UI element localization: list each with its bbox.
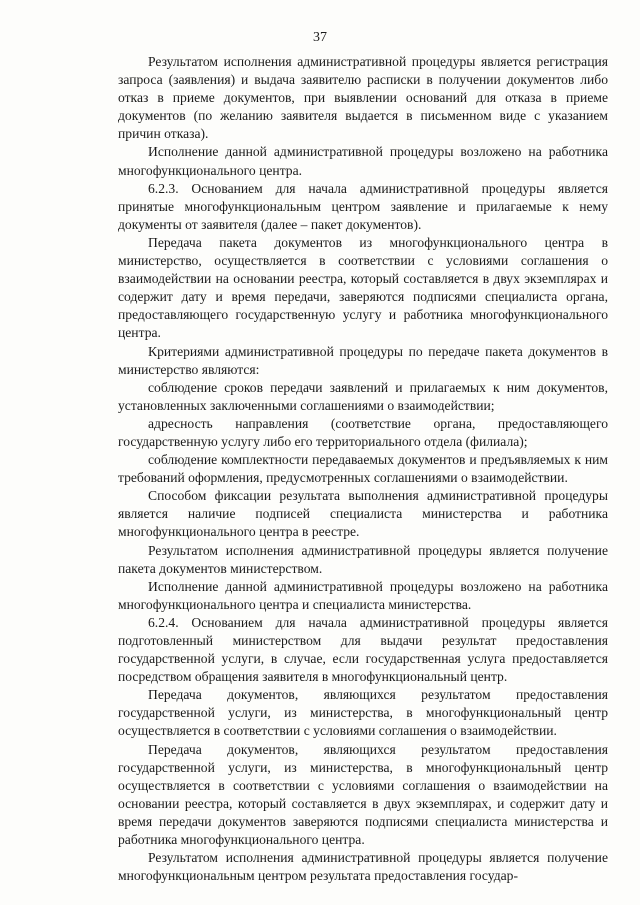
paragraph: Результатом исполнения административной процедуры является получение пакета документов министерством. [118,542,608,576]
paragraph: Передача документов, являющихся результатом предоставления государственной услуги, из министерства, в многофункциональный центр осуществляется в соответствии с условиями соглашения о взаимодействии на основании реестра, который составляется в двух экземплярах, и содержит дату и время передачи документов заверяются подписями специалиста министерства и работника многофункционального центра. [118,741,608,848]
paragraph: Результатом исполнения административной процедуры является получение многофункциональным центром результата предоставления государ- [118,850,608,884]
document-body [118,53,608,885]
paragraph: Способом фиксации результата выполнения административной процедуры является наличие подписей специалиста министерства и работника многофункционального центра в реестре. [118,488,608,540]
paragraph: адресность направления (соответствие органа, предоставляющего государственную услугу либо его территориального отдела (филиала); [118,415,608,449]
paragraph: соблюдение сроков передачи заявлений и прилагаемых к ним документов, установленных заключенными соглашениями о взаимодействии; [118,379,608,413]
paragraph: соблюдение комплектности передаваемых документов и предъявляемых к ним требований оформления, предусмотренных соглашениями о взаимодействии. [118,452,608,486]
paragraph: 6.2.4. Основанием для начала административной процедуры является подготовленный министерством для выдачи результат предоставления государственной услуги, в случае, если государственная услуга предоставляется посредством обращения заявителя в многофункциональный центр. [118,614,608,685]
paragraph: Исполнение данной административной процедуры возложено на работника многофункционального центра и специалиста министерства. [118,578,608,612]
paragraph: Результатом исполнения административной процедуры является регистрация запроса (заявления) и выдача заявителю расписки в получении документов либо отказ в приеме документов, при выявлении оснований для отказа в приеме документов (по желанию заявителя выдается в письменном виде с указанием причин отказа). [118,54,608,142]
paragraph: Передача пакета документов из многофункционального центра в министерство, осуществляется в соответствии с условиями соглашения о взаимодействии на основании реестра, который составляется в двух экземплярах и содержит дату и время передачи, заверяются подписями специалиста органа, предоставляющего государственную услугу и работника многофункционального центра. [118,234,608,341]
paragraph: 6.2.3. Основанием для начала административной процедуры является принятые многофункциональным центром заявление и прилагаемые к нему документы от заявителя (далее – пакет документов). [118,180,608,232]
page-number: 37 [313,30,327,45]
paragraph: Передача документов, являющихся результатом предоставления государственной услуги, из министерства, в многофункциональный центр осуществляется в соответствии с условиями соглашения о взаимодействии. [118,687,608,739]
paragraph: Исполнение данной административной процедуры возложено на работника многофункционального центра. [118,144,608,178]
paragraph: Критериями административной процедуры по передаче пакета документов в министерство являются: [118,343,608,377]
